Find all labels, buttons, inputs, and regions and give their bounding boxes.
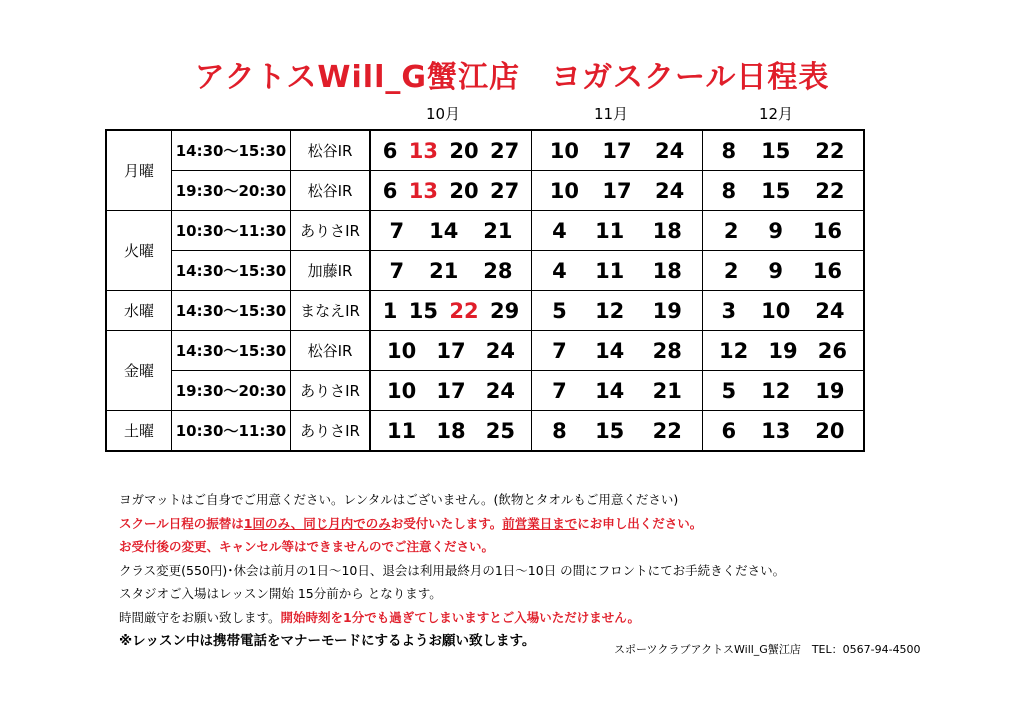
date-number: 21: [483, 218, 513, 243]
date-number: 15: [595, 418, 625, 443]
date-number: 19: [652, 298, 682, 323]
instructor-name: まなえIR: [291, 291, 371, 331]
date-number: 11: [595, 218, 625, 243]
date-number: 10: [387, 338, 417, 363]
month-dates-cell: [370, 171, 532, 211]
date-number: 27: [490, 138, 520, 163]
month-dates-cell: [703, 291, 865, 331]
date-number: 14: [595, 338, 625, 363]
note-mat: ヨガマットはご自身でご用意ください。レンタルはございません。(飲物とタオルもご用意ください): [119, 492, 679, 507]
date-number: 1: [382, 298, 398, 323]
date-number: 8: [721, 138, 737, 163]
date-number: 15: [408, 298, 438, 323]
date-number: 7: [389, 258, 405, 283]
date-number: 13: [408, 138, 438, 163]
month-header-nov: 11月: [593, 105, 629, 123]
instructor-name: ありさIR: [291, 371, 371, 411]
date-number: 7: [389, 218, 405, 243]
month-dates-cell: [370, 411, 532, 452]
day-label: 月曜: [106, 130, 172, 211]
notes-section: [119, 488, 999, 653]
date-number: 24: [655, 178, 685, 203]
note-phone: ※レッスン中は携帯電話をマナーモードにするようお願い致します。: [119, 632, 536, 649]
month-dates-cell: [532, 411, 703, 452]
date-number: 10: [387, 378, 417, 403]
date-number: 18: [652, 258, 682, 283]
date-number: 10: [549, 138, 579, 163]
date-number: 6: [382, 178, 398, 203]
day-label: 火曜: [106, 211, 172, 291]
date-number: 10: [761, 298, 791, 323]
instructor-name: ありさIR: [291, 411, 371, 452]
schedule-table: [105, 129, 865, 452]
note-entry: スタジオご入場はレッスン開始 15分前から となります。: [119, 586, 442, 602]
note-punctuality-a: 時間厳守をお願い致します。: [119, 609, 281, 625]
date-number: 22: [449, 298, 479, 323]
date-number: 13: [408, 178, 438, 203]
date-number: 15: [761, 138, 791, 163]
note-class-change: クラス変更(550円)･休会は前月の1日～10日、退会は利用最終月の1日～10日 の間にフロントにてお手続きください。: [119, 562, 786, 578]
date-number: 21: [652, 378, 682, 403]
date-number: 12: [761, 378, 791, 403]
date-number: 24: [815, 298, 845, 323]
date-number: 7: [552, 338, 567, 363]
date-number: 2: [723, 218, 739, 243]
date-number: 12: [595, 298, 625, 323]
time-slot: 10:30～11:30: [172, 411, 291, 452]
date-number: 20: [815, 418, 845, 443]
schedule-row: [106, 411, 864, 452]
date-number: 10: [549, 178, 579, 203]
date-number: 8: [721, 178, 737, 203]
date-number: 28: [652, 338, 682, 363]
instructor-name: 松谷IR: [291, 130, 371, 171]
month-dates-cell: [370, 130, 532, 171]
page-title: アクトスWill_G蟹江店 ヨガスクール日程表: [194, 60, 830, 95]
month-dates-cell: [370, 331, 532, 371]
instructor-name: 加藤IR: [291, 251, 371, 291]
time-slot: 14:30～15:30: [172, 130, 291, 171]
time-slot: 14:30～15:30: [172, 251, 291, 291]
schedule-row: [106, 211, 864, 251]
date-number: 21: [429, 258, 459, 283]
day-label: 金曜: [106, 331, 172, 411]
date-number: 9: [768, 218, 783, 243]
month-dates-cell: [532, 371, 703, 411]
date-number: 16: [812, 218, 843, 243]
date-number: 5: [721, 378, 737, 403]
date-number: 22: [815, 178, 845, 203]
month-header-dec: 12月: [758, 105, 794, 123]
month-dates-cell: [532, 211, 703, 251]
schedule-row: [106, 130, 864, 171]
month-dates-cell: [703, 171, 865, 211]
date-number: 4: [552, 258, 567, 283]
month-dates-cell: [370, 291, 532, 331]
date-number: 19: [815, 378, 845, 403]
note-transfer: [119, 512, 999, 536]
date-number: 17: [436, 378, 466, 403]
date-number: 27: [490, 178, 520, 203]
day-label: 水曜: [106, 291, 172, 331]
note-transfer-part-c: お受付いたします。: [390, 515, 503, 531]
date-number: 28: [483, 258, 513, 283]
note-transfer-part-e: にお申し出ください。: [577, 515, 703, 531]
date-number: 11: [387, 418, 417, 443]
date-number: 14: [429, 218, 459, 243]
note-transfer-part-b: 1回のみ、同じ月内でのみ: [243, 515, 391, 531]
date-number: 7: [552, 378, 567, 403]
month-dates-cell: [370, 211, 532, 251]
date-number: 22: [815, 138, 845, 163]
month-headers: [0, 103, 1024, 123]
date-number: 20: [449, 178, 479, 203]
date-number: 17: [602, 138, 632, 163]
month-dates-cell: [532, 291, 703, 331]
day-label: 土曜: [106, 411, 172, 452]
note-punctuality: [119, 606, 999, 630]
date-number: 29: [490, 298, 520, 323]
date-number: 14: [595, 378, 625, 403]
date-number: 24: [655, 138, 685, 163]
date-number: 25: [485, 418, 515, 443]
time-slot: 14:30～15:30: [172, 331, 291, 371]
date-number: 17: [436, 338, 466, 363]
date-number: 16: [812, 258, 843, 283]
date-number: 19: [768, 338, 798, 363]
note-punctuality-b: 開始時刻を1分でも過ぎてしまいますとご入場いただけません。: [280, 609, 640, 625]
schedule-row: [106, 171, 864, 211]
month-dates-cell: [703, 331, 865, 371]
schedule-row: [106, 291, 864, 331]
date-number: 24: [485, 378, 515, 403]
instructor-name: 松谷IR: [291, 331, 371, 371]
month-dates-cell: [370, 251, 532, 291]
time-slot: 14:30～15:30: [172, 291, 291, 331]
schedule-row: [106, 251, 864, 291]
month-header-oct: 10月: [425, 105, 461, 123]
date-number: 12: [719, 338, 749, 363]
month-dates-cell: [532, 171, 703, 211]
date-number: 11: [595, 258, 625, 283]
date-number: 17: [602, 178, 632, 203]
date-number: 13: [761, 418, 791, 443]
date-number: 2: [723, 258, 739, 283]
month-dates-cell: [532, 130, 703, 171]
date-number: 26: [817, 338, 847, 363]
month-dates-cell: [703, 130, 865, 171]
time-slot: 19:30～20:30: [172, 171, 291, 211]
date-number: 22: [652, 418, 682, 443]
date-number: 4: [552, 218, 567, 243]
instructor-name: 松谷IR: [291, 171, 371, 211]
date-number: 5: [552, 298, 567, 323]
time-slot: 19:30～20:30: [172, 371, 291, 411]
instructor-name: ありさIR: [291, 211, 371, 251]
date-number: 15: [761, 178, 791, 203]
date-number: 18: [436, 418, 466, 443]
date-number: 24: [485, 338, 515, 363]
date-number: 3: [721, 298, 737, 323]
schedule-row: [106, 371, 864, 411]
footer-contact: スポーツクラブアクトスWill_G蟹江店 TEL：0567-94-4500: [614, 643, 921, 656]
date-number: 6: [382, 138, 398, 163]
month-dates-cell: [703, 371, 865, 411]
date-number: 18: [652, 218, 682, 243]
date-number: 6: [721, 418, 737, 443]
month-dates-cell: [703, 211, 865, 251]
date-number: 8: [552, 418, 567, 443]
month-dates-cell: [370, 371, 532, 411]
note-cancel: お受付後の変更、キャンセル等はできませんのでご注意ください。: [119, 539, 495, 555]
month-dates-cell: [703, 411, 865, 452]
note-transfer-part-d: 前営業日まで: [502, 515, 578, 531]
month-dates-cell: [703, 251, 865, 291]
month-dates-cell: [532, 331, 703, 371]
time-slot: 10:30～11:30: [172, 211, 291, 251]
date-number: 9: [768, 258, 783, 283]
month-dates-cell: [532, 251, 703, 291]
schedule-row: [106, 331, 864, 371]
date-number: 20: [449, 138, 479, 163]
note-transfer-part-a: スクール日程の振替は: [119, 515, 244, 531]
